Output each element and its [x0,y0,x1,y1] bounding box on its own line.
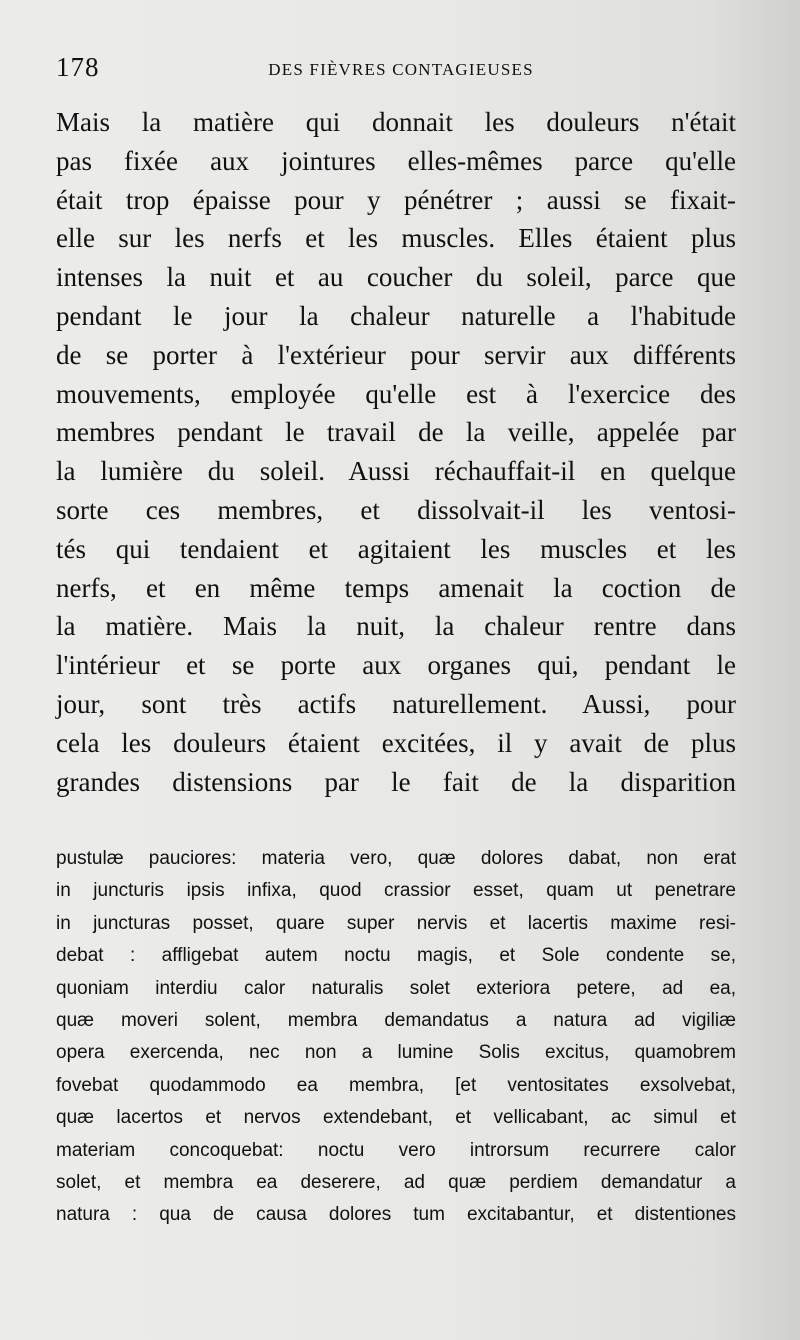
text-line: nerfs, et en même temps amenait la coction de [56,572,736,603]
text-line: de se porter à l'extérieur pour servir aux différents [56,339,736,370]
note-line: fovebat quodammodo ea membra, [et ventositates exsolvebat, [56,1074,736,1096]
note-line: opera exercenda, nec non a lumine Solis excitus, quamobrem [56,1042,736,1064]
note-line: quæ moveri solent, membra demandatus a natura ad vigiliæ [56,1009,736,1031]
text-line: membres pendant le travail de la veille, appelée par [56,417,736,448]
note-line: quæ lacertos et nervos extendebant, et vellicabant, ac simul et [56,1107,736,1129]
latin-note [56,843,736,1232]
text-line: la lumière du soleil. Aussi réchauffait-il en quelque [56,456,736,487]
text-line: la matière. Mais la nuit, la chaleur rentre dans [56,611,736,642]
page-number: 178 [56,52,100,82]
page-header [56,52,746,92]
running-title: DES FIÈVRES CONTAGIEUSES [268,60,534,79]
text-line: elle sur les nerfs et les muscles. Elles étaient plus [56,223,736,254]
text-line: tés qui tendaient et agitaient les muscles et les [56,533,736,564]
note-line: natura : qua de causa dolores tum excitabantur, et distentiones [56,1204,736,1226]
text-line: pas fixée aux jointures elles-mêmes parce qu'elle [56,145,736,176]
text-line: grandes distensions par le fait de la disparition [56,766,736,797]
text-line: l'intérieur et se porte aux organes qui, pendant le [56,650,736,681]
text-line: Mais la matière qui donnait les douleurs n'était [56,107,736,137]
text-line: sorte ces membres, et dissolvait-il les ventosi- [56,494,736,525]
note-line: debat : affligebat autem noctu magis, et Sole condente se, [56,945,736,967]
note-line: solet, et membra ea deserere, ad quæ perdiem demandatur a [56,1171,736,1193]
note-line: in juncturis ipsis infixa, quod crassior esset, quam ut penetrare [56,880,736,902]
note-line: pustulæ pauciores: materia vero, quæ dolores dabat, non erat [56,848,736,869]
text-line: était trop épaisse pour y pénétrer ; aussi se fixait- [56,184,736,215]
text-line: mouvements, employée qu'elle est à l'exercice des [56,378,736,409]
text-line: cela les douleurs étaient excitées, il y avait de plus [56,727,736,758]
note-line: materiam concoquebat: noctu vero introrsum recurrere calor [56,1139,736,1161]
french-body-text [56,103,736,801]
note-line: quoniam interdiu calor naturalis solet exteriora petere, ad ea, [56,977,736,999]
text-line: jour, sont très actifs naturellement. Aussi, pour [56,688,736,719]
text-line: pendant le jour la chaleur naturelle a l'habitude [56,300,736,331]
text-line: intenses la nuit et au coucher du soleil, parce que [56,262,736,293]
note-line: in juncturas posset, quare super nervis et lacertis maxime resi- [56,912,736,934]
